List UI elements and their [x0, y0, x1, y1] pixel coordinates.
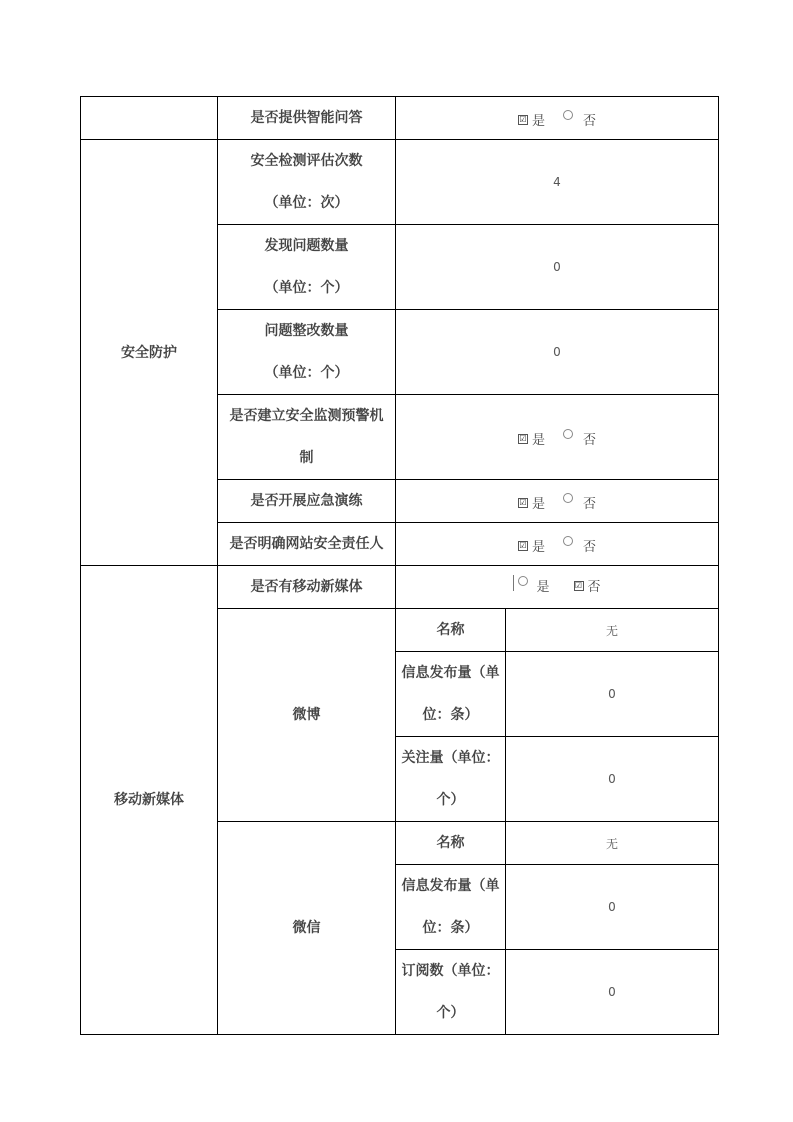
- monitor-label-line2: 制: [299, 450, 314, 466]
- weibo-posts-label: [396, 652, 506, 737]
- wechat-posts-value: 0: [506, 865, 719, 950]
- drill-no: 否: [583, 497, 597, 513]
- monitor-yes: 是: [531, 433, 545, 449]
- qa-options: [396, 97, 719, 140]
- weibo-follow-label-line2: 个）: [436, 792, 465, 808]
- checkbox-checked-icon[interactable]: ☑: [574, 580, 583, 590]
- detect-value: 4: [396, 140, 719, 225]
- wechat-name-value: 无: [506, 822, 719, 865]
- owner-options: [396, 523, 719, 566]
- radio-edge-icon: [513, 575, 514, 591]
- checkbox-checked-icon[interactable]: ☑: [519, 114, 527, 124]
- drill-label: 是否开展应急演练: [218, 480, 396, 523]
- empty-section-cell: [81, 97, 218, 140]
- weibo-follow-label-line1: 关注量（单位：: [401, 750, 500, 766]
- monitor-label: [218, 395, 396, 480]
- owner-label: 是否明确网站安全责任人: [218, 523, 396, 566]
- qa-label: 是否提供智能问答: [218, 97, 396, 140]
- weibo-name-value: 无: [506, 609, 719, 652]
- has-media-no: 否: [587, 580, 601, 596]
- media-section: 移动新媒体: [81, 566, 218, 1035]
- radio-icon[interactable]: [563, 493, 573, 503]
- radio-icon[interactable]: [563, 110, 573, 120]
- weibo-label: 微博: [218, 609, 396, 822]
- radio-icon[interactable]: [518, 576, 528, 586]
- wechat-sub-label-line1: 订阅数（单位：: [401, 963, 500, 979]
- wechat-posts-label-line1: 信息发布量（单: [401, 878, 500, 894]
- report-table: [80, 96, 719, 1035]
- has-media-label: 是否有移动新媒体: [218, 566, 396, 609]
- wechat-sub-value: 0: [506, 950, 719, 1035]
- wechat-posts-label-line2: 位：条）: [422, 920, 479, 936]
- detect-label: [218, 140, 396, 225]
- weibo-follow-value: 0: [506, 737, 719, 822]
- weibo-posts-label-line2: 位：条）: [422, 707, 479, 723]
- owner-no: 否: [583, 540, 597, 556]
- monitor-options: [396, 395, 719, 480]
- wechat-posts-label: [396, 865, 506, 950]
- monitor-label-line1: 是否建立安全监测预警机: [229, 408, 384, 424]
- found-unit: （单位：个）: [264, 280, 349, 296]
- found-label-text: 发现问题数量: [264, 238, 349, 254]
- weibo-posts-value: 0: [506, 652, 719, 737]
- fixed-value: 0: [396, 310, 719, 395]
- wechat-label: 微信: [218, 822, 396, 1035]
- wechat-sub-label-line2: 个）: [436, 1005, 465, 1021]
- detect-unit: （单位：次）: [264, 195, 349, 211]
- drill-options: [396, 480, 719, 523]
- checkbox-checked-icon[interactable]: ☑: [519, 433, 527, 443]
- owner-yes: 是: [531, 540, 545, 556]
- wechat-sub-label: [396, 950, 506, 1035]
- has-media-options: [396, 566, 719, 609]
- security-section: 安全防护: [81, 140, 218, 566]
- monitor-no: 否: [583, 433, 597, 449]
- qa-no: 否: [583, 114, 597, 130]
- fixed-label: [218, 310, 396, 395]
- weibo-name-label: 名称: [396, 609, 506, 652]
- qa-yes: 是: [531, 114, 545, 130]
- fixed-label-text: 问题整改数量: [264, 323, 349, 339]
- checkbox-checked-icon[interactable]: ☑: [519, 540, 527, 550]
- drill-yes: 是: [531, 497, 545, 513]
- weibo-follow-label: [396, 737, 506, 822]
- wechat-name-label: 名称: [396, 822, 506, 865]
- radio-icon[interactable]: [563, 429, 573, 439]
- detect-label-text: 安全检测评估次数: [250, 153, 363, 169]
- weibo-posts-label-line1: 信息发布量（单: [401, 665, 500, 681]
- checkbox-checked-icon[interactable]: ☑: [519, 497, 527, 507]
- found-value: 0: [396, 225, 719, 310]
- has-media-yes: 是: [536, 580, 550, 596]
- found-label: [218, 225, 396, 310]
- fixed-unit: （单位：个）: [264, 365, 349, 381]
- radio-icon[interactable]: [563, 536, 573, 546]
